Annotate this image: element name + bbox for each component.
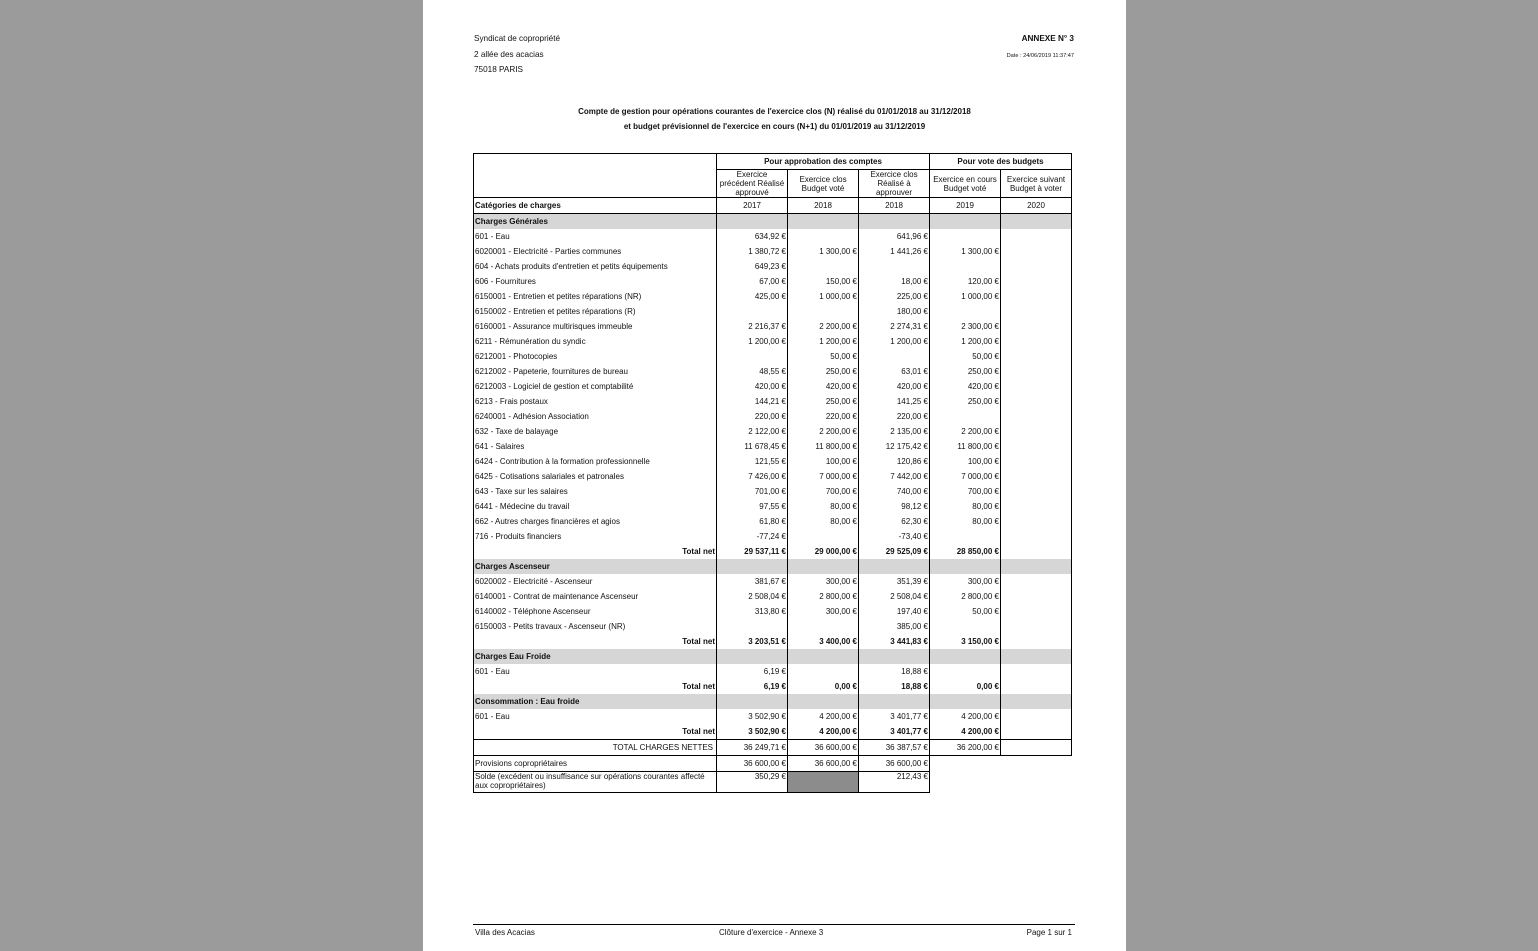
- total-charges-amount: 36 200,00 €: [930, 740, 1001, 756]
- amount-cell: [1001, 484, 1072, 499]
- amount-cell: [930, 229, 1001, 244]
- amount-cell: 385,00 €: [859, 619, 930, 634]
- account-label: 604 - Achats produits d'entretien et petits équipements: [474, 259, 717, 274]
- total-label: Total net: [474, 724, 717, 740]
- total-amount: [1001, 544, 1072, 559]
- amount-cell: 2 300,00 €: [930, 319, 1001, 334]
- amount-cell: 11 800,00 €: [788, 439, 859, 454]
- amount-cell: [1001, 604, 1072, 619]
- amount-cell: 100,00 €: [788, 454, 859, 469]
- amount-cell: 100,00 €: [930, 454, 1001, 469]
- amount-cell: [1001, 244, 1072, 259]
- table-row: [474, 439, 1072, 454]
- footer-divider: [473, 924, 1075, 925]
- footer-building: Villa des Acacias: [475, 928, 535, 937]
- accounts-table: [473, 153, 1072, 793]
- amount-cell: 250,00 €: [930, 364, 1001, 379]
- solde-amount: 350,29 €: [717, 772, 788, 793]
- amount-cell: [859, 349, 930, 364]
- amount-cell: [1001, 439, 1072, 454]
- section-title: Charges Ascenseur: [474, 559, 717, 574]
- amount-cell: [788, 229, 859, 244]
- amount-cell: 63,01 €: [859, 364, 930, 379]
- account-label: 641 - Salaires: [474, 439, 717, 454]
- amount-cell: [788, 529, 859, 544]
- table-row: [474, 529, 1072, 544]
- section-title: Charges Générales: [474, 214, 717, 230]
- table-row: [474, 514, 1072, 529]
- annexe-number: ANNEXE N° 3: [1021, 34, 1074, 43]
- table-row: [474, 244, 1072, 259]
- amount-cell: [1001, 529, 1072, 544]
- year-label: 2018: [788, 198, 859, 214]
- amount-cell: 1 000,00 €: [788, 289, 859, 304]
- year-label: 2020: [1001, 198, 1072, 214]
- table-row: [474, 394, 1072, 409]
- amount-cell: [930, 259, 1001, 274]
- amount-cell: [1001, 589, 1072, 604]
- footer-doc-name: Clôture d'exercice - Annexe 3: [719, 928, 824, 937]
- amount-cell: [1001, 274, 1072, 289]
- amount-cell: 80,00 €: [930, 514, 1001, 529]
- table-row: [474, 364, 1072, 379]
- amount-cell: -77,24 €: [717, 529, 788, 544]
- total-charges-amount: 36 600,00 €: [788, 740, 859, 756]
- total-amount: 4 200,00 €: [930, 724, 1001, 740]
- amount-cell: 12 175,42 €: [859, 439, 930, 454]
- account-label: 6211 - Rémunération du syndic: [474, 334, 717, 349]
- account-label: 716 - Produits financiers: [474, 529, 717, 544]
- amount-cell: [788, 304, 859, 319]
- amount-cell: 420,00 €: [717, 379, 788, 394]
- amount-cell: 1 441,26 €: [859, 244, 930, 259]
- table-row: [474, 499, 1072, 514]
- amount-cell: 7 426,00 €: [717, 469, 788, 484]
- total-amount: 3 441,83 €: [859, 634, 930, 649]
- amount-cell: [1001, 334, 1072, 349]
- total-row: [474, 634, 1072, 649]
- amount-cell: 11 800,00 €: [930, 439, 1001, 454]
- total-amount: 0,00 €: [930, 679, 1001, 694]
- provisions-amount: 36 600,00 €: [859, 756, 930, 772]
- table-row: [474, 304, 1072, 319]
- account-label: 6441 - Médecine du travail: [474, 499, 717, 514]
- account-label: 6160001 - Assurance multirisques immeuble: [474, 319, 717, 334]
- account-label: 606 - Fournitures: [474, 274, 717, 289]
- table-row: [474, 484, 1072, 499]
- amount-cell: [1001, 514, 1072, 529]
- total-amount: 3 502,90 €: [717, 724, 788, 740]
- amount-cell: 250,00 €: [788, 394, 859, 409]
- amount-cell: [1001, 619, 1072, 634]
- table-row: [474, 454, 1072, 469]
- amount-cell: [717, 349, 788, 364]
- account-label: 632 - Taxe de balayage: [474, 424, 717, 439]
- org-address: 2 allée des acacias: [474, 50, 544, 59]
- amount-cell: [788, 664, 859, 679]
- account-label: 6240001 - Adhésion Association: [474, 409, 717, 424]
- amount-cell: 67,00 €: [717, 274, 788, 289]
- account-label: 6212003 - Logiciel de gestion et comptabilité: [474, 379, 717, 394]
- amount-cell: 2 216,37 €: [717, 319, 788, 334]
- table-row: [474, 274, 1072, 289]
- account-label: 601 - Eau: [474, 664, 717, 679]
- amount-cell: 2 200,00 €: [788, 319, 859, 334]
- amount-cell: 250,00 €: [930, 394, 1001, 409]
- table-row: [474, 229, 1072, 244]
- solde-amount: 212,43 €: [859, 772, 930, 793]
- total-charges-row: [474, 740, 1072, 756]
- amount-cell: [1001, 454, 1072, 469]
- provisions-amount: 36 600,00 €: [788, 756, 859, 772]
- table-row: [474, 619, 1072, 634]
- document-title-line2: et budget prévisionnel de l'exercice en cours (N+1) du 01/01/2019 au 31/12/2019: [623, 122, 926, 131]
- col-header: Exercice suivant Budget à voter: [1001, 170, 1072, 198]
- account-label: 6425 - Cotisations salariales et patronales: [474, 469, 717, 484]
- table-row: [474, 589, 1072, 604]
- amount-cell: [1001, 229, 1072, 244]
- total-label: Total net: [474, 679, 717, 694]
- table-row: [474, 334, 1072, 349]
- account-label: 6020002 - Electricité - Ascenseur: [474, 574, 717, 589]
- total-amount: 6,19 €: [717, 679, 788, 694]
- amount-cell: 197,40 €: [859, 604, 930, 619]
- total-row: [474, 544, 1072, 559]
- amount-cell: 313,80 €: [717, 604, 788, 619]
- account-label: 662 - Autres charges financières et agios: [474, 514, 717, 529]
- amount-cell: [1001, 574, 1072, 589]
- footer-page-number: Page 1 sur 1: [1026, 928, 1072, 937]
- amount-cell: 420,00 €: [859, 379, 930, 394]
- amount-cell: 180,00 €: [859, 304, 930, 319]
- total-amount: 3 400,00 €: [788, 634, 859, 649]
- org-city: 75018 PARIS: [474, 65, 524, 74]
- col-header: Exercice clos Budget voté: [788, 170, 859, 198]
- amount-cell: [1001, 469, 1072, 484]
- total-amount: 28 850,00 €: [930, 544, 1001, 559]
- account-label: 6150003 - Petits travaux - Ascenseur (NR): [474, 619, 717, 634]
- year-label: 2019: [930, 198, 1001, 214]
- total-charges-amount: 36 249,71 €: [717, 740, 788, 756]
- account-label: 6150002 - Entretien et petites réparations (R): [474, 304, 717, 319]
- total-row: [474, 679, 1072, 694]
- col-header: Exercice précédent Réalisé approuvé: [717, 170, 788, 198]
- amount-cell: [1001, 709, 1072, 724]
- total-amount: [1001, 634, 1072, 649]
- amount-cell: 2 135,00 €: [859, 424, 930, 439]
- amount-cell: 381,67 €: [717, 574, 788, 589]
- amount-cell: [1001, 259, 1072, 274]
- amount-cell: 120,86 €: [859, 454, 930, 469]
- amount-cell: 50,00 €: [788, 349, 859, 364]
- amount-cell: 121,55 €: [717, 454, 788, 469]
- amount-cell: [1001, 664, 1072, 679]
- amount-cell: 220,00 €: [788, 409, 859, 424]
- amount-cell: [717, 619, 788, 634]
- amount-cell: 700,00 €: [930, 484, 1001, 499]
- amount-cell: 141,25 €: [859, 394, 930, 409]
- amount-cell: [1001, 364, 1072, 379]
- amount-cell: [717, 304, 788, 319]
- table-row: [474, 259, 1072, 274]
- document-page: [423, 0, 1126, 951]
- amount-cell: [1001, 304, 1072, 319]
- amount-cell: 2 800,00 €: [788, 589, 859, 604]
- table-row: [474, 604, 1072, 619]
- amount-cell: 1 200,00 €: [930, 334, 1001, 349]
- amount-cell: 2 122,00 €: [717, 424, 788, 439]
- amount-cell: 701,00 €: [717, 484, 788, 499]
- amount-cell: 7 000,00 €: [788, 469, 859, 484]
- amount-cell: 634,92 €: [717, 229, 788, 244]
- amount-cell: 1 380,72 €: [717, 244, 788, 259]
- amount-cell: 2 508,04 €: [717, 589, 788, 604]
- section-header-row: [474, 694, 1072, 709]
- amount-cell: 2 274,31 €: [859, 319, 930, 334]
- account-label: 643 - Taxe sur les salaires: [474, 484, 717, 499]
- amount-cell: 80,00 €: [788, 514, 859, 529]
- amount-cell: 18,00 €: [859, 274, 930, 289]
- account-label: 6150001 - Entretien et petites réparations (NR): [474, 289, 717, 304]
- amount-cell: 18,88 €: [859, 664, 930, 679]
- amount-cell: 740,00 €: [859, 484, 930, 499]
- amount-cell: 3 502,90 €: [717, 709, 788, 724]
- amount-cell: 1 200,00 €: [859, 334, 930, 349]
- total-label: Total net: [474, 634, 717, 649]
- col-header: Exercice en cours Budget voté: [930, 170, 1001, 198]
- amount-cell: 120,00 €: [930, 274, 1001, 289]
- solde-row: [474, 772, 1072, 793]
- account-label: 6213 - Frais postaux: [474, 394, 717, 409]
- amount-cell: 50,00 €: [930, 604, 1001, 619]
- print-date: Date : 24/06/2019 11:37:47: [1006, 53, 1074, 59]
- total-charges-amount: [1001, 740, 1072, 756]
- total-amount: 3 401,77 €: [859, 724, 930, 740]
- amount-cell: [930, 409, 1001, 424]
- account-label: 6424 - Contribution à la formation professionnelle: [474, 454, 717, 469]
- total-amount: 29 000,00 €: [788, 544, 859, 559]
- table-row: [474, 469, 1072, 484]
- amount-cell: [930, 664, 1001, 679]
- total-amount: 3 150,00 €: [930, 634, 1001, 649]
- section-title: Consommation : Eau froide: [474, 694, 717, 709]
- account-label: 6212001 - Photocopies: [474, 349, 717, 364]
- total-label: Total net: [474, 544, 717, 559]
- amount-cell: 2 800,00 €: [930, 589, 1001, 604]
- amount-cell: 700,00 €: [788, 484, 859, 499]
- amount-cell: 144,21 €: [717, 394, 788, 409]
- total-charges-amount: 36 387,57 €: [859, 740, 930, 756]
- amount-cell: [1001, 424, 1072, 439]
- total-amount: 29 525,09 €: [859, 544, 930, 559]
- total-amount: 29 537,11 €: [717, 544, 788, 559]
- amount-cell: 641,96 €: [859, 229, 930, 244]
- account-label: 6020001 - Electricité - Parties communes: [474, 244, 717, 259]
- amount-cell: 7 442,00 €: [859, 469, 930, 484]
- year-label: 2018: [859, 198, 930, 214]
- total-amount: 4 200,00 €: [788, 724, 859, 740]
- section-header-row: [474, 214, 1072, 230]
- solde-shaded-cell: [788, 772, 859, 793]
- amount-cell: 6,19 €: [717, 664, 788, 679]
- total-amount: 0,00 €: [788, 679, 859, 694]
- amount-cell: 220,00 €: [859, 409, 930, 424]
- amount-cell: 225,00 €: [859, 289, 930, 304]
- amount-cell: 4 200,00 €: [930, 709, 1001, 724]
- total-amount: [1001, 679, 1072, 694]
- amount-cell: 98,12 €: [859, 499, 930, 514]
- amount-cell: [1001, 349, 1072, 364]
- group-header-approbation: Pour approbation des comptes: [717, 154, 930, 170]
- table-row: [474, 424, 1072, 439]
- amount-cell: 220,00 €: [717, 409, 788, 424]
- account-label: 601 - Eau: [474, 229, 717, 244]
- amount-cell: 4 200,00 €: [788, 709, 859, 724]
- total-amount: 18,88 €: [859, 679, 930, 694]
- account-label: 6140001 - Contrat de maintenance Ascenseur: [474, 589, 717, 604]
- account-label: 6140002 - Téléphone Ascenseur: [474, 604, 717, 619]
- amount-cell: 1 300,00 €: [788, 244, 859, 259]
- amount-cell: [1001, 409, 1072, 424]
- document-title-line1: Compte de gestion pour opérations courantes de l'exercice clos (N) réalisé du 01/01/2018 au 31/12/2018: [578, 107, 971, 116]
- amount-cell: 7 000,00 €: [930, 469, 1001, 484]
- amount-cell: -73,40 €: [859, 529, 930, 544]
- amount-cell: [788, 619, 859, 634]
- amount-cell: 2 200,00 €: [930, 424, 1001, 439]
- amount-cell: 351,39 €: [859, 574, 930, 589]
- amount-cell: [1001, 379, 1072, 394]
- amount-cell: [930, 304, 1001, 319]
- account-label: 601 - Eau: [474, 709, 717, 724]
- amount-cell: 300,00 €: [788, 574, 859, 589]
- table-row: [474, 709, 1072, 724]
- amount-cell: 3 401,77 €: [859, 709, 930, 724]
- total-amount: [1001, 724, 1072, 740]
- amount-cell: 61,80 €: [717, 514, 788, 529]
- amount-cell: 1 300,00 €: [930, 244, 1001, 259]
- amount-cell: 300,00 €: [930, 574, 1001, 589]
- provisions-label: Provisions copropriétaires: [474, 756, 717, 772]
- total-row: [474, 724, 1072, 740]
- amount-cell: 300,00 €: [788, 604, 859, 619]
- amount-cell: [1001, 289, 1072, 304]
- amount-cell: [1001, 394, 1072, 409]
- table-row: [474, 379, 1072, 394]
- amount-cell: 80,00 €: [788, 499, 859, 514]
- amount-cell: 11 678,45 €: [717, 439, 788, 454]
- amount-cell: [930, 619, 1001, 634]
- amount-cell: 80,00 €: [930, 499, 1001, 514]
- amount-cell: 97,55 €: [717, 499, 788, 514]
- amount-cell: 649,23 €: [717, 259, 788, 274]
- amount-cell: [930, 529, 1001, 544]
- org-name: Syndicat de copropriété: [474, 34, 561, 43]
- solde-label: Solde (excédent ou insuffisance sur opérations courantes affecté aux copropriétaires): [474, 772, 717, 793]
- total-amount: 3 203,51 €: [717, 634, 788, 649]
- amount-cell: 250,00 €: [788, 364, 859, 379]
- provisions-amount: 36 600,00 €: [717, 756, 788, 772]
- amount-cell: 62,30 €: [859, 514, 930, 529]
- table-row: [474, 319, 1072, 334]
- section-header-row: [474, 559, 1072, 574]
- col-header: Exercice clos Réalisé à approuver: [859, 170, 930, 198]
- provisions-row: [474, 756, 1072, 772]
- group-header-vote: Pour vote des budgets: [930, 154, 1072, 170]
- table-row: [474, 349, 1072, 364]
- amount-cell: 2 200,00 €: [788, 424, 859, 439]
- table-row: [474, 289, 1072, 304]
- table-row: [474, 574, 1072, 589]
- amount-cell: 425,00 €: [717, 289, 788, 304]
- total-charges-label: TOTAL CHARGES NETTES: [474, 740, 717, 756]
- amount-cell: 420,00 €: [930, 379, 1001, 394]
- amount-cell: [1001, 319, 1072, 334]
- table-row: [474, 664, 1072, 679]
- table-row: [474, 409, 1072, 424]
- amount-cell: 50,00 €: [930, 349, 1001, 364]
- amount-cell: 150,00 €: [788, 274, 859, 289]
- amount-cell: [788, 259, 859, 274]
- amount-cell: [859, 259, 930, 274]
- amount-cell: 1 200,00 €: [788, 334, 859, 349]
- amount-cell: 420,00 €: [788, 379, 859, 394]
- amount-cell: [1001, 499, 1072, 514]
- amount-cell: 48,55 €: [717, 364, 788, 379]
- section-header-row: [474, 649, 1072, 664]
- section-title: Charges Eau Froide: [474, 649, 717, 664]
- year-label: 2017: [717, 198, 788, 214]
- amount-cell: 1 000,00 €: [930, 289, 1001, 304]
- account-label: 6212002 - Papeterie, fournitures de bureau: [474, 364, 717, 379]
- categories-label: Catégories de charges: [474, 198, 717, 214]
- amount-cell: 2 508,04 €: [859, 589, 930, 604]
- amount-cell: 1 200,00 €: [717, 334, 788, 349]
